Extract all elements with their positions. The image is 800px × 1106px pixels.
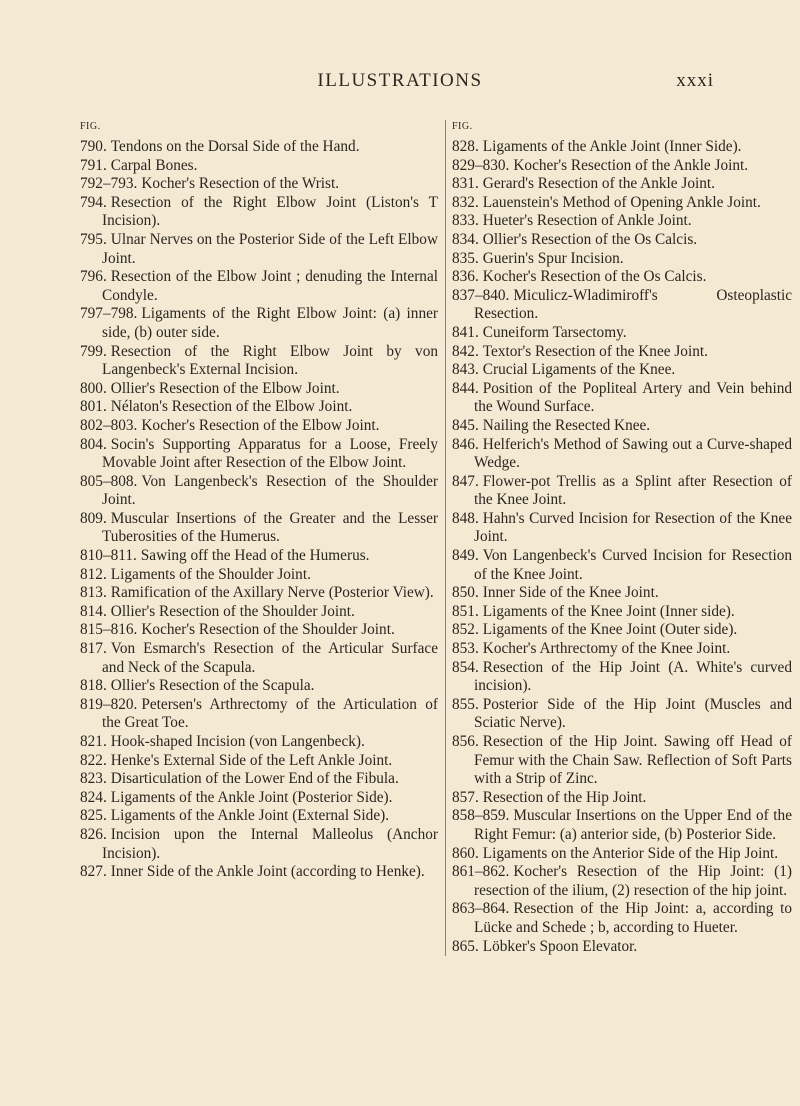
page-header [0,70,800,100]
figure-entry [452,696,792,733]
figure-entry [80,380,438,399]
figure-entry [452,324,792,343]
fig-label: FIG. [452,121,473,132]
left-column [80,120,438,882]
figure-caption: Ligaments of the Ankle Joint (Inner Side). [482,138,742,155]
figure-entry [452,863,792,900]
figure-number: 857. [452,788,479,806]
figure-caption: Muscular Insertions on the Upper End of the Right Femur: (a) anterior side, (b) Posterior Side. [474,807,792,843]
figure-entry [452,603,792,622]
figure-caption: Kocher's Arthrectomy of the Knee Joint. [482,640,731,658]
figure-entry [452,789,792,808]
figure-caption: Von Langenbeck's Resection of the Shoulder Joint. [102,472,438,509]
figure-entry [80,398,438,417]
figure-caption: Flower-pot Trellis as a Splint after Resection of the Knee Joint. [474,472,792,509]
figure-entry [80,826,438,863]
figure-entry [452,268,792,287]
figure-number: 821. [80,733,107,750]
figure-entry [452,250,792,269]
figure-number: 827. [80,863,107,881]
figure-entry [452,287,792,324]
figure-number: 841. [452,323,479,341]
figure-number: 822. [80,751,107,769]
figure-entry [452,584,792,603]
figure-number: 846. [452,435,479,453]
figure-number: 805–808. [80,472,138,490]
figure-number: 833. [452,212,479,230]
figure-entry [80,733,438,752]
figure-caption: Disarticulation of the Lower End of the Fibula. [110,770,399,788]
figure-caption: Von Langenbeck's Curved Incision for Resection of the Knee Joint. [474,547,792,583]
figure-caption: Ollier's Resection of the Elbow Joint. [110,379,340,397]
figure-number: 829–830. [452,156,510,174]
figure-entry [80,305,438,342]
figure-caption: Inner Side of the Ankle Joint (according to Henke). [110,863,425,881]
figure-entry [452,733,792,789]
figure-number: 796. [80,268,107,286]
figure-entry [80,677,438,696]
figure-caption: Resection of the Right Elbow Joint (Liston's T Incision). [102,193,438,230]
figure-entry [80,770,438,789]
figure-number: 853. [452,640,479,658]
figure-entry [80,566,438,585]
figure-caption: Kocher's Resection of the Shoulder Joint. [141,621,395,639]
figure-number: 835. [452,249,479,267]
figure-caption: Gerard's Resection of the Ankle Joint. [482,175,715,193]
figure-caption: Kocher's Resection of the Wrist. [141,175,340,193]
figure-entry [452,510,792,547]
figure-entry [80,138,438,157]
figure-number: 836. [452,268,479,286]
figure-caption: Ollier's Resection of the Shoulder Joint. [110,602,355,620]
figure-caption: Henke's External Side of the Left Ankle Joint. [110,751,393,769]
figure-number: 834. [452,230,479,248]
figure-entry [80,584,438,603]
figure-caption: Carpal Bones. [110,156,198,174]
figure-entry [80,621,438,640]
figure-entry [452,343,792,362]
figure-number: 817. [80,640,107,658]
figure-number: 819–820. [80,695,138,713]
figure-list [80,138,438,882]
figure-caption: Muscular Insertions of the Greater and the Lesser Tuberosities of the Humerus. [102,509,438,546]
figure-number: 850. [452,584,479,602]
figure-number: 863–864. [452,900,510,918]
figure-entry [452,231,792,250]
figure-caption: Kocher's Resection of the Hip Joint: (1) resection of the ilium, (2) resection of the hip joint. [474,863,792,899]
figure-entry [80,343,438,380]
figure-number: 815–816. [80,621,138,639]
figure-caption: Ollier's Resection of the Scapula. [110,677,315,695]
figure-entry [80,510,438,547]
figure-entry [452,212,792,231]
figure-caption: Resection of the Hip Joint. [482,788,647,806]
figure-number: 818. [80,677,107,695]
figure-caption: Von Esmarch's Resection of the Articular Surface and Neck of the Scapula. [102,640,438,676]
figure-caption: Kocher's Resection of the Elbow Joint. [141,416,380,434]
figure-caption: Löbker's Spoon Elevator. [482,937,638,955]
figure-caption: Ligaments of the Shoulder Joint. [110,565,311,583]
figure-entry [452,473,792,510]
figure-entry [80,268,438,305]
figure-number: 837–840. [452,286,510,304]
figure-number: 855. [452,695,479,713]
figure-caption: Resection of the Right Elbow Joint by von Langenbeck's External Incision. [102,342,438,379]
figure-caption: Crucial Ligaments of the Knee. [482,361,676,379]
figure-number: 814. [80,602,107,620]
figure-caption: Helferich's Method of Sawing out a Curve-shaped Wedge. [474,435,792,472]
figure-number: 792–793. [80,175,138,193]
figure-entry [452,194,792,213]
figure-entry [80,789,438,808]
figure-number: 844. [452,379,479,397]
figure-entry [452,621,792,640]
figure-number: 799. [80,342,107,360]
figure-entry [452,640,792,659]
figure-caption: Ligaments on the Anterior Side of the Hip Joint. [482,844,779,862]
figure-entry [452,547,792,584]
figure-caption: Ulnar Nerves on the Posterior Side of the Left Elbow Joint. [102,230,438,267]
figure-entry [452,417,792,436]
figure-number: 828. [452,138,479,155]
figure-entry [80,547,438,566]
figure-caption: Textor's Resection of the Knee Joint. [482,342,708,360]
figure-number: 826. [80,825,107,843]
figure-caption: Ligaments of the Right Elbow Joint: (a) inner side, (b) outer side. [102,305,438,341]
figure-caption: Hook-shaped Incision (von Langenbeck). [110,733,365,750]
figure-caption: Nailing the Resected Knee. [482,416,651,434]
figure-number: 831. [452,175,479,193]
figure-caption: Ollier's Resection of the Os Calcis. [482,230,698,248]
figure-number: 801. [80,398,107,416]
figure-number: 794. [80,193,107,211]
figure-caption: Tendons on the Dorsal Side of the Hand. [110,138,360,155]
figure-number: 791. [80,156,107,174]
figure-caption: Socin's Supporting Apparatus for a Loose, Freely Movable Joint after Resection of the Elbow Joint. [102,435,438,472]
figure-entry [80,603,438,622]
figure-number: 849. [452,547,479,565]
figure-number: 854. [452,658,479,676]
figure-entry [452,380,792,417]
figure-number: 865. [452,937,479,955]
figure-caption: Miculicz-Wladimiroff's Osteoplastic Resection. [474,286,792,323]
figure-entry [80,807,438,826]
figure-caption: Cuneiform Tarsectomy. [482,323,627,341]
figure-caption: Sawing off the Head of the Humerus. [140,547,370,565]
figure-entry [80,417,438,436]
figure-entry [80,157,438,176]
figure-caption: Petersen's Arthrectomy of the Articulation of the Great Toe. [102,695,438,732]
figure-number: 845. [452,416,479,434]
figure-number: 804. [80,435,107,453]
figure-entry [80,473,438,510]
figure-number: 800. [80,379,107,397]
figure-caption: Resection of the Elbow Joint ; denuding the Internal Condyle. [102,268,438,304]
figure-caption: Ligaments of the Ankle Joint (Posterior Side). [110,788,393,806]
figure-entry [80,863,438,882]
figure-number: 812. [80,565,107,583]
figure-number: 810–811. [80,547,137,565]
figure-caption: Hahn's Curved Incision for Resection of the Knee Joint. [474,509,792,546]
figure-entry [452,361,792,380]
figure-caption: Ramification of the Axillary Nerve (Posterior View). [110,584,434,602]
figure-number: 825. [80,807,107,825]
figure-number: 823. [80,770,107,788]
figure-caption: Ligaments of the Knee Joint (Inner side). [482,602,735,620]
figure-entry [452,436,792,473]
figure-entry [80,194,438,231]
figure-number: 832. [452,193,479,211]
figure-number: 813. [80,584,107,602]
figure-caption: Ligaments of the Ankle Joint (External Side). [110,807,390,825]
figure-number: 858–859. [452,807,510,825]
figure-number: 861–862. [452,863,510,881]
figure-caption: Posterior Side of the Hip Joint (Muscles and Sciatic Nerve). [474,695,792,732]
figure-entry [452,157,792,176]
figure-number: 852. [452,621,479,639]
figure-number: 795. [80,230,107,248]
figure-caption: Resection of the Hip Joint. Sawing off Head of Femur with the Chain Saw. Reflection of Soft Parts with a Strip of Zinc. [474,733,792,788]
figure-entry [452,175,792,194]
figure-number: 790. [80,138,107,155]
figure-entry [452,845,792,864]
figure-caption: Kocher's Resection of the Ankle Joint. [513,156,749,174]
figure-entry [80,752,438,771]
figure-number: 809. [80,509,107,527]
right-column [445,120,792,956]
figure-caption: Kocher's Resection of the Os Calcis. [482,268,707,286]
figure-caption: Position of the Popliteal Artery and Vein behind the Wound Surface. [474,379,792,416]
figure-entry [452,659,792,696]
fig-label: FIG. [80,121,101,132]
figure-caption: Ligaments of the Knee Joint (Outer side). [482,621,738,639]
figure-number: 851. [452,602,479,620]
figure-caption: Resection of the Hip Joint: a, according to Lücke and Schede ; b, according to Hueter. [474,900,792,936]
figure-number: 797–798. [80,305,138,323]
figure-entry [80,231,438,268]
figure-number: 843. [452,361,479,379]
page-number: xxxi [676,70,714,91]
figure-entry [452,900,792,937]
figure-caption: Nélaton's Resection of the Elbow Joint. [110,398,353,416]
page-title: ILLUSTRATIONS [317,70,483,91]
figure-caption: Resection of the Hip Joint (A. White's curved incision). [474,658,792,695]
figure-caption: Incision upon the Internal Malleolus (Anchor Incision). [102,825,438,862]
figure-entry [80,175,438,194]
figure-number: 802–803. [80,416,138,434]
figure-entry [452,138,792,157]
figure-number: 842. [452,342,479,360]
figure-number: 847. [452,472,479,490]
figure-number: 860. [452,844,479,862]
figure-number: 824. [80,788,107,806]
figure-caption: Inner Side of the Knee Joint. [482,584,659,602]
figure-caption: Guerin's Spur Incision. [482,249,624,267]
figure-entry [452,938,792,957]
figure-number: 848. [452,509,479,527]
figure-number: 856. [452,733,479,750]
figure-entry [452,807,792,844]
figure-caption: Lauenstein's Method of Opening Ankle Joint. [482,193,761,211]
figure-list [452,138,792,956]
figure-entry [80,436,438,473]
figure-caption: Hueter's Resection of Ankle Joint. [482,212,692,230]
figure-entry [80,696,438,733]
figure-entry [80,640,438,677]
